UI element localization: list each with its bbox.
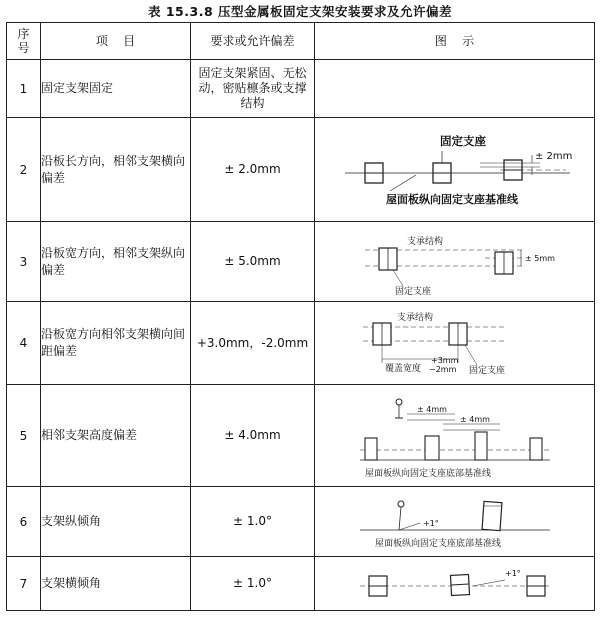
row-requirement — [191, 302, 315, 385]
label-tolerance-2: ± 4mm — [459, 414, 490, 424]
table-row — [7, 118, 595, 222]
table-caption: 表 15.3.8 压型金属板固定支架安装要求及允许偏差 — [148, 4, 452, 19]
label-support-structure: 支承结构 — [406, 236, 443, 247]
spacing-deviation-diagram — [355, 305, 555, 381]
lateral-deviation-diagram — [330, 123, 580, 217]
height-deviation-diagram — [355, 388, 555, 484]
row-item: 相邻支架高度偏差 — [41, 385, 191, 487]
row-requirement: ± 5.0mm — [191, 222, 315, 302]
row-item: 沿板长方向，相邻支架横向偏差 — [41, 118, 191, 222]
support-block — [425, 436, 439, 460]
label-angle: +1° — [504, 568, 521, 578]
row-requirement: ± 1.0° — [191, 487, 315, 557]
table-row — [7, 302, 595, 385]
label-support-structure: 支承结构 — [396, 313, 433, 323]
label-baseline: 屋面板纵向固定支座底部基准线 — [374, 538, 501, 549]
row-number: 1 — [7, 60, 41, 118]
longitudinal-deviation-diagram — [355, 226, 555, 298]
support-block — [530, 438, 542, 460]
row-figure — [315, 557, 595, 611]
label-fixed-support: 固定支座 — [394, 286, 431, 297]
longitudinal-tilt-diagram — [355, 490, 555, 554]
label-minus: −2mm — [428, 365, 456, 374]
row-figure — [315, 385, 595, 487]
transverse-tilt-diagram — [355, 560, 555, 608]
label-tolerance: ± 5mm — [524, 253, 555, 263]
table-row — [7, 222, 595, 302]
table-row — [7, 385, 595, 487]
header-item: 项 目 — [41, 23, 191, 60]
row-item: 沿板宽方向，相邻支架纵向偏差 — [41, 222, 191, 302]
row-item: 支架横倾角 — [41, 557, 191, 611]
row-figure — [315, 487, 595, 557]
row-item: 支架纵倾角 — [41, 487, 191, 557]
row-figure — [315, 302, 595, 385]
row-number: 5 — [7, 385, 41, 487]
label-angle: +1° — [422, 518, 439, 528]
support-block — [475, 432, 487, 460]
label-fixed-support: 固定支座 — [439, 133, 486, 148]
label-tolerance: ± 2mm — [534, 150, 572, 162]
row-requirement: 固定支架紧固、无松动，密贴檩条或支撑结构 — [191, 60, 315, 118]
req-plus: +3.0mm，-2.0mm — [196, 335, 309, 350]
row-requirement: ± 4.0mm — [191, 385, 315, 487]
row-requirement: ± 2.0mm — [191, 118, 315, 222]
table-header-row — [7, 23, 595, 60]
label-baseline: 屋面板纵向固定支座基准线 — [385, 192, 518, 206]
row-number: 6 — [7, 487, 41, 557]
row-item: 沿板宽方向相邻支架横向间距偏差 — [41, 302, 191, 385]
label-baseline: 屋面板纵向固定支座底部基准线 — [364, 468, 491, 479]
row-number: 3 — [7, 222, 41, 302]
row-figure — [315, 222, 595, 302]
row-requirement: ± 1.0° — [191, 557, 315, 611]
row-figure — [315, 60, 595, 118]
header-fig: 图 示 — [315, 23, 595, 60]
spec-table — [6, 22, 595, 611]
label-plus: +3mm — [430, 356, 458, 365]
table-row — [7, 487, 595, 557]
header-req: 要求或允许偏差 — [191, 23, 315, 60]
label-fixed-support: 固定支座 — [468, 366, 505, 376]
support-block — [365, 438, 377, 460]
row-number: 4 — [7, 302, 41, 385]
row-number: 7 — [7, 557, 41, 611]
label-cover-width: 覆盖宽度 — [384, 364, 421, 374]
header-seq: 序号 — [7, 23, 41, 60]
table-row — [7, 557, 595, 611]
row-figure — [315, 118, 595, 222]
table-row — [7, 60, 595, 118]
row-item: 固定支架固定 — [41, 60, 191, 118]
label-tolerance-1: ± 4mm — [416, 404, 447, 414]
row-number: 2 — [7, 118, 41, 222]
